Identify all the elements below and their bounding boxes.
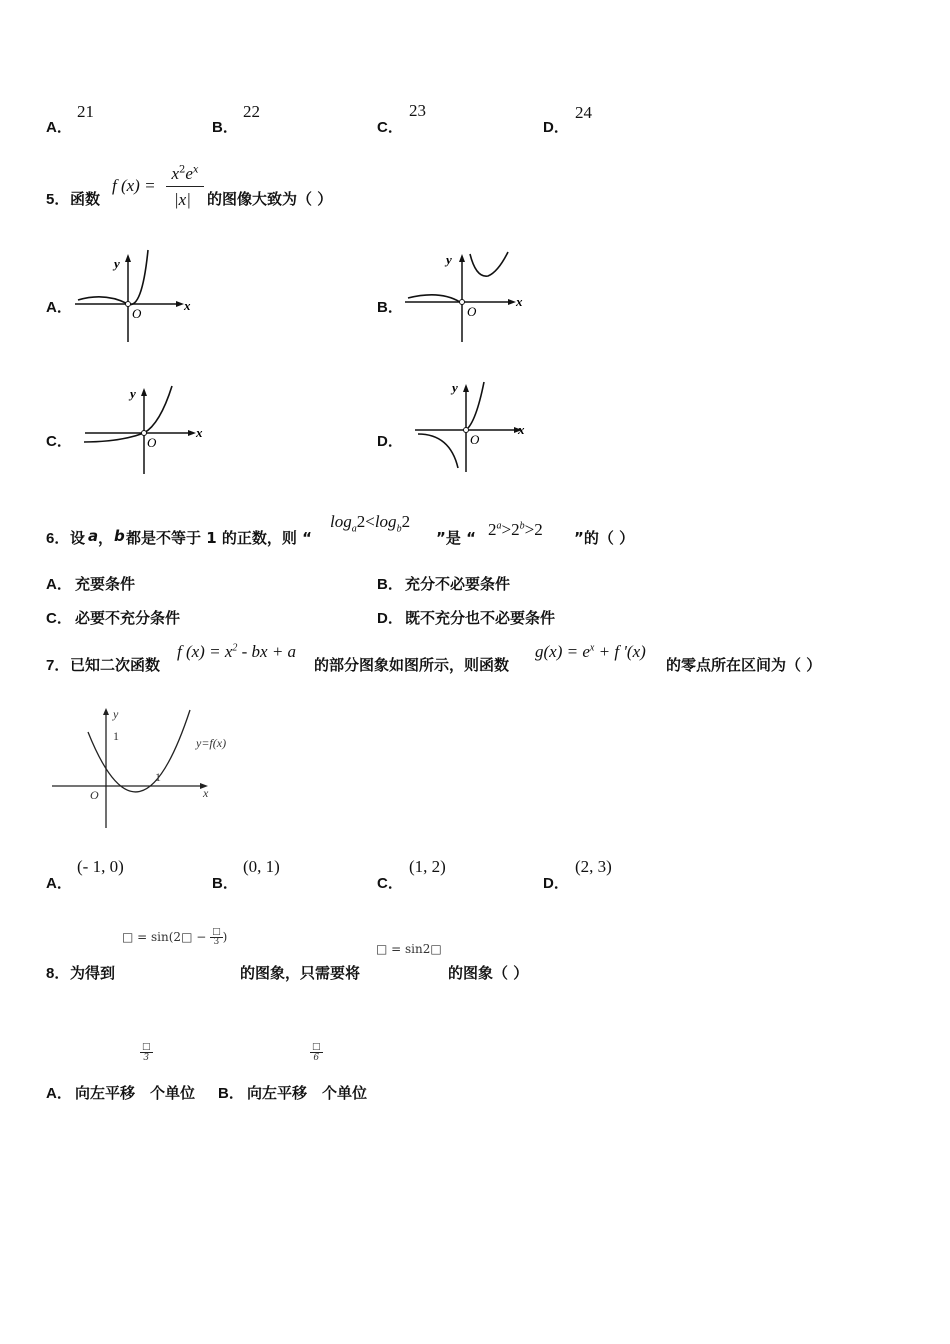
q8-option-a-fraction: $\frac{□}{3}$ [142, 1042, 151, 1063]
q5-option-b-label[interactable]: B． [377, 299, 403, 316]
q6-condition-1: $\log_a2<\log_b2$ [330, 512, 411, 535]
q8-equation-2: □ = sin2□ [376, 942, 442, 956]
q5-graph-d [410, 376, 540, 476]
q7-graph-one-x: 1 [155, 770, 161, 784]
q7-option-d-value: (2, 3) [575, 857, 612, 876]
q7-graph [50, 704, 250, 830]
q7-number: 7． [46, 657, 70, 674]
q5-graph-a-y-label: y [114, 256, 120, 271]
q5-suffix: 的图像大致为（ ） [207, 190, 333, 208]
q6-option-b-text: 充分不必要条件 [405, 575, 511, 593]
q8-option-b-fraction: $\frac{□}{6}$ [312, 1042, 321, 1063]
q4-option-a-value: 21 [77, 102, 94, 121]
q5-graph-a [70, 244, 200, 344]
q6-tail: ”的（ ） [574, 529, 635, 547]
q8-mid: 的图象，只需要将 [240, 964, 361, 982]
q4-option-b-label[interactable]: B． [212, 119, 238, 136]
q8-option-b-text-1: 向左平移 [247, 1084, 308, 1102]
q6-close-quote: ”是 “ [436, 529, 476, 547]
q5-stem [46, 164, 646, 214]
q5-graph-a-x-label: x [184, 298, 191, 313]
q5-denominator: |x| [174, 190, 191, 209]
q4-option-d-value: 24 [575, 103, 592, 122]
q7-mid: 的部分图象如图所示，则函数 [314, 656, 510, 674]
q5-prefix: 函数 [70, 190, 101, 208]
q6-option-b-label[interactable]: B． [377, 576, 403, 593]
q7-stem [46, 640, 936, 676]
q7-graph-y-label: y [113, 707, 119, 721]
q8-equation-1: □ = sin(2□ − $\frac{□}{3}$ ) [122, 927, 228, 947]
q6-var-b: b [114, 527, 125, 545]
q5-graph-c-x-label: x [196, 425, 203, 440]
q5-graph-d-x-label: x [518, 422, 525, 437]
q5-graph-d-o-label: O [470, 432, 480, 447]
q7-option-c-value: (1, 2) [409, 857, 446, 876]
q5-graph-b-y-label: y [446, 252, 452, 267]
q5-func-lhs: f (x) = [112, 176, 156, 195]
q6-option-c-label[interactable]: C． [46, 610, 72, 627]
q6-option-a-text: 充要条件 [75, 575, 136, 593]
q4-option-b-value: 22 [243, 102, 260, 121]
q4-option-c-value: 23 [409, 101, 426, 120]
q5-graph-b-x-label: x [516, 294, 523, 309]
q6-mid: 都是不等于 1 的正数，则 “ [126, 529, 312, 547]
q6-option-d-label[interactable]: D． [377, 610, 403, 627]
q8-tail: 的图象（ ） [448, 964, 529, 982]
q5-numerator: $x^2e^x$ [166, 164, 204, 187]
q4-option-a-label[interactable]: A． [46, 119, 72, 136]
q6-option-c-text: 必要不充分条件 [75, 609, 181, 627]
q6-number: 6． [46, 530, 70, 547]
q7-option-c-label[interactable]: C． [377, 875, 403, 892]
q8-number: 8． [46, 965, 70, 982]
q5-option-c-label[interactable]: C． [46, 433, 72, 450]
q7-f-expression: f $(x) = x^2$ - bx + a [177, 642, 297, 661]
q8-option-b-label[interactable]: B． [218, 1085, 244, 1102]
q6-comma: ， [98, 529, 114, 547]
q7-tail: 的零点所在区间为（ ） [666, 656, 822, 674]
q5-graph-c-y-label: y [130, 386, 136, 401]
q5-graph-a-o-label: O [132, 306, 142, 321]
q4-option-c-label[interactable]: C． [377, 119, 403, 136]
q5-graph-b-o-label: O [467, 304, 477, 319]
q5-option-d-label[interactable]: D． [377, 433, 403, 450]
q6-stem [46, 510, 926, 550]
q8-option-b-text-2: 个单位 [322, 1084, 368, 1102]
q6-option-a-label[interactable]: A． [46, 576, 72, 593]
q7-g-expression: $g(x) = e^x + f$ '(x) [535, 642, 646, 661]
q4-option-d-label[interactable]: D． [543, 119, 569, 136]
q5-graph-d-y-label: y [452, 380, 458, 395]
q7-graph-o-label: O [90, 788, 99, 802]
q8-option-a-label[interactable]: A． [46, 1085, 72, 1102]
q5-graph-c-o-label: O [147, 435, 157, 450]
q7-option-b-label[interactable]: B． [212, 875, 238, 892]
q8-stem [46, 920, 646, 990]
q7-option-a-value: (- 1, 0) [77, 857, 124, 876]
q5-graph-b [400, 244, 530, 344]
q6-option-d-text: 既不充分也不必要条件 [405, 609, 556, 627]
q5-graph-c [80, 378, 210, 478]
q7-prefix: 已知二次函数 [70, 656, 161, 674]
q8-option-a-text-2: 个单位 [150, 1084, 196, 1102]
q8-prefix: 为得到 [70, 964, 116, 982]
q8-options [46, 1040, 446, 1100]
q5-number: 5． [46, 191, 70, 208]
q8-option-a-text-1: 向左平移 [75, 1084, 136, 1102]
q7-option-b-value: (0, 1) [243, 857, 280, 876]
q5-option-a-label[interactable]: A． [46, 299, 72, 316]
q7-option-d-label[interactable]: D． [543, 875, 569, 892]
q6-prefix: 设 [70, 529, 86, 547]
q7-graph-one-y: 1 [113, 729, 119, 743]
q7-graph-x-label: x [203, 786, 209, 800]
q7-option-a-label[interactable]: A． [46, 875, 72, 892]
q6-condition-2: $2^a>2^b>2$ [488, 520, 543, 539]
q7-graph-fx-label: y=f(x) [196, 736, 227, 750]
q6-var-a: a [88, 527, 99, 545]
